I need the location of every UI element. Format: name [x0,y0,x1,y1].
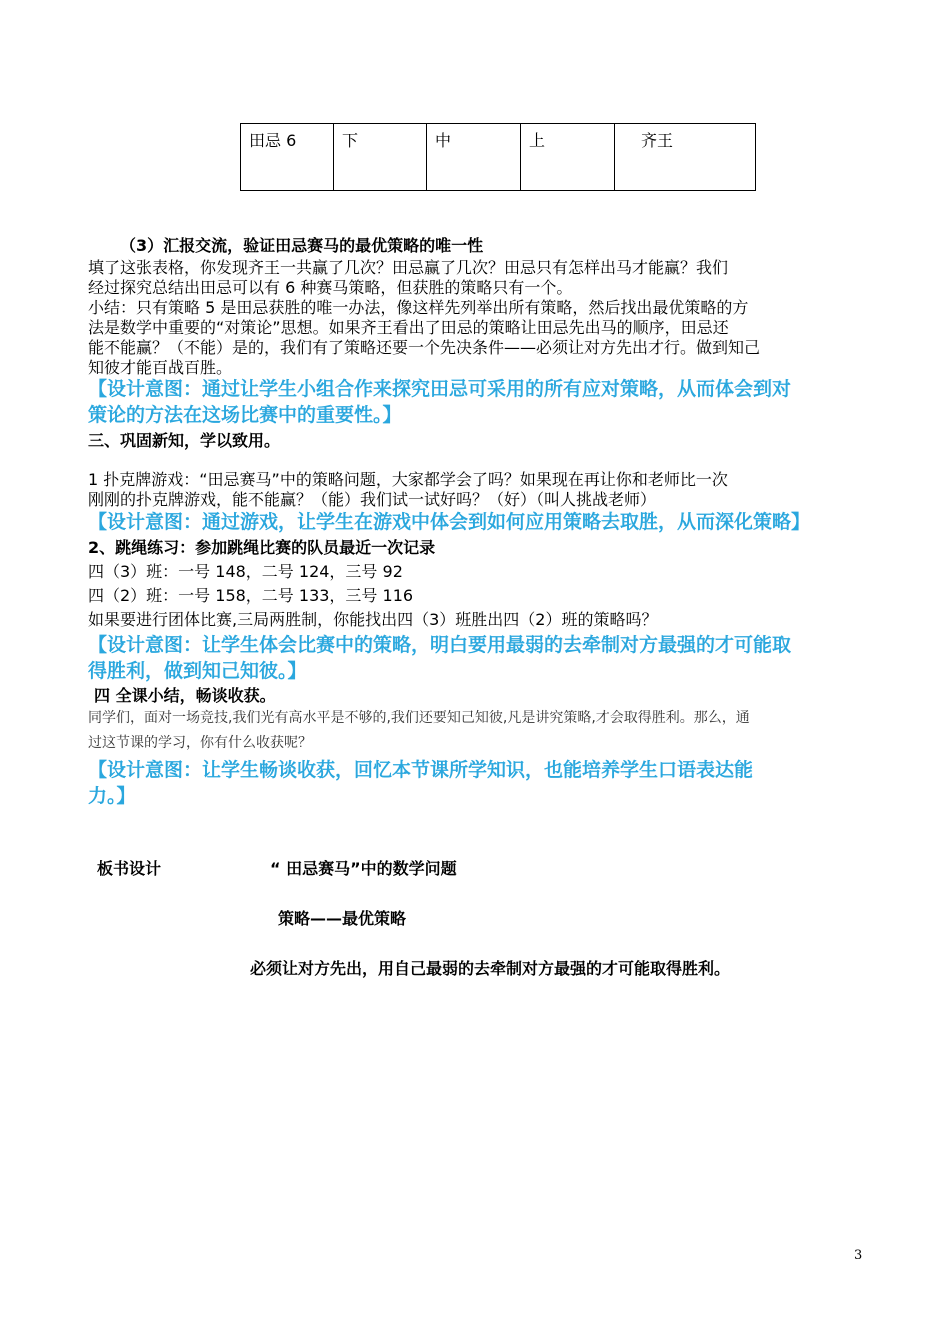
closing-line: 过这节课的学习，你有什么收获呢？ [88,735,312,751]
board-line: 策略——最优策略 [278,909,407,928]
poker-line: 刚刚的扑克牌游戏，能不能赢？（能）我们试一试好吗？（好）（叫人挑战老师） [88,490,657,509]
closing-line: 同学们，面对一场竞技,我们光有高水平是不够的,我们还要知己知彼,凡是讲究策略,才会取得胜利。那么，通 [88,710,750,726]
table-cell: 齐王 [615,124,756,191]
board-line: 必须让对方先出，用自己最弱的去牵制对方最强的才可能取得胜利。 [250,959,731,978]
page-number: 3 [854,1248,863,1263]
rope-record-class3: 四（3）班：一号 148，二号 124，三号 92 [88,562,403,581]
design-intent-line: 【设计意图：让学生畅谈收获，回忆本节课所学知识，也能培养学生口语表达能 [88,759,754,781]
part-3-heading: 三、巩固新知，学以致用。 [88,431,281,450]
board-design-label: 板书设计 [97,859,162,878]
summary-line: 法是数学中重要的“对策论”思想。如果齐王看出了田忌的策略让田忌先出马的顺序，田忌还 [88,318,729,337]
poker-line: 1 扑克牌游戏：“田忌赛马”中的策略问题，大家都学会了吗？如果现在再让你和老师比一次 [88,470,728,489]
board-title: “ 田忌赛马”中的数学问题 [270,859,457,878]
table-row [241,124,756,191]
design-intent-line: 【设计意图：通过让学生小组合作来探究田忌可采用的所有应对策略，从而体会到对 [88,378,792,400]
summary-line: 知彼才能百战百胜。 [88,358,233,377]
table-cell: 上 [521,124,615,191]
table-cell: 田忌 6 [241,124,334,191]
table-cell: 中 [427,124,521,191]
strategy-table [240,123,756,191]
rope-question: 如果要进行团体比赛,三局两胜制，你能找出四（3）班胜出四（2）班的策略吗？ [88,610,658,629]
part-4-heading: 四 全课小结，畅谈收获。 [94,686,276,705]
summary-line: 能不能赢？（不能）是的，我们有了策略还要一个先决条件——必须让对方先出才行。做到知己 [88,338,761,357]
design-intent-line: 【设计意图：让学生体会比赛中的策略，明白要用最弱的去牵制对方最强的才可能取 [88,634,792,656]
design-intent-line: 策论的方法在这场比赛中的重要性。】 [88,404,402,426]
paragraph-line: 经过探究总结出田忌可以有 6 种赛马策略，但获胜的策略只有一个。 [88,278,573,297]
section-3-heading: （3）汇报交流，验证田忌赛马的最优策略的唯一性 [120,236,484,255]
summary-line: 小结：只有策略 5 是田忌获胜的唯一办法，像这样先列举出所有策略，然后找出最优策略的方 [88,298,749,317]
design-intent-line: 力。】 [88,785,136,807]
table-cell: 下 [334,124,427,191]
rope-title: 2、跳绳练习：参加跳绳比赛的队员最近一次记录 [88,538,436,557]
paragraph-line: 填了这张表格，你发现齐王一共赢了几次？田忌赢了几次？田忌只有怎样出马才能赢？我们 [88,258,729,277]
rope-record-class2: 四（2）班：一号 158，二号 133，三号 116 [88,586,414,605]
design-intent-line: 得胜利，做到知己知彼。】 [88,660,307,682]
design-intent-line: 【设计意图：通过游戏，让学生在游戏中体会到如何应用策略去取胜，从而深化策略】 [88,511,811,533]
